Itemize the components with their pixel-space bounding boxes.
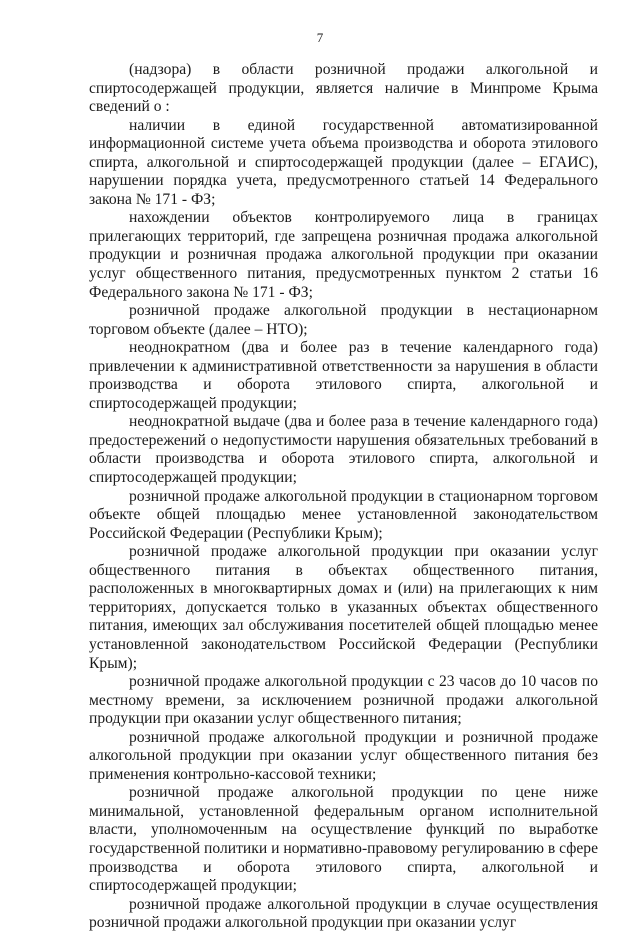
paragraph-warnings: неоднократной выдаче (два и более раза в течение календарного года) предостережений о недопустимости нарушения обязательных требований в области производства и оборота этилового спирта, алкогольной и спиртосодержащей продукции; xyxy=(89,413,598,487)
paragraph-cash-register: розничной продаже алкогольной продукции и розничной продаже алкогольной продукции при оказании услуг общественного питания без применения контрольно-кассовой техники; xyxy=(89,728,598,783)
paragraph-minimum-price: розничной продаже алкогольной продукции по цене ниже минимальной, установленной федеральным органом исполнительной власти, уполномоченным на осуществление функций по выработке государственной политики и нормативно-правовому регулированию в сфере производства и оборота этилового спирта, алкогольной и спиртосодержащей продукции; xyxy=(89,784,598,895)
body-text xyxy=(89,61,598,933)
paragraph-retail-catering: розничной продаже алкогольной продукции в случае осуществления розничной продажи алкогольной продукции при оказании услуг xyxy=(89,895,598,932)
paragraph-egais: наличии в единой государственной автоматизированной информационной системе учета объема производства и оборота этилового спирта, алкогольной и спиртосодержащей продукции (далее – ЕГАИС), нарушении порядка учета, предусмотренного статьей 14 Федерального закона № 171 - ФЗ; xyxy=(89,116,598,208)
paragraph-nto: розничной продаже алкогольной продукции в нестационарном торговом объекте (далее – НТО); xyxy=(89,302,598,338)
paragraph-adjacent-territories: нахождении объектов контролируемого лица в границах прилегающих территорий, где запрещена розничная продажа алкогольной продукции и розничная продажа алкогольной продукции при оказании услуг общественного питания, предусмотренных пунктом 2 статьи 16 Федерального закона № 171 - ФЗ; xyxy=(89,209,598,301)
paragraph-night-hours: розничной продаже алкогольной продукции с 23 часов до 10 часов по местному времени, за исключением розничной продажи алкогольной продукции при оказании услуг общественного питания; xyxy=(89,673,598,728)
paragraph-stationary-object: розничной продаже алкогольной продукции в стационарном торговом объекте общей площадью менее установленной законодательством Российской Федерации (Республики Крым); xyxy=(89,487,598,542)
paragraph-intro: (надзора) в области розничной продажи алкогольной и спиртосодержащей продукции, является наличие в Минпроме Крыма сведений о : xyxy=(89,61,598,116)
page-number: 7 xyxy=(316,30,324,45)
paragraph-administrative-liability: неоднократном (два и более раз в течение календарного года) привлечении к административной ответственности за нарушения в области производства и оборота этилового спирта, алкогольной и спиртосодержащей продукции; xyxy=(89,339,598,412)
paragraph-public-catering: розничной продаже алкогольной продукции при оказании услуг общественного питания в объектах общественного питания, расположенных в многоквартирных домах и (или) на прилегающих к ним территориях, допускается только в указанных объектах общественного питания, имеющих зал обслуживания посетителей общей площадью менее установленной законодательством Российской Федерации (Республики Крым); xyxy=(89,543,598,672)
